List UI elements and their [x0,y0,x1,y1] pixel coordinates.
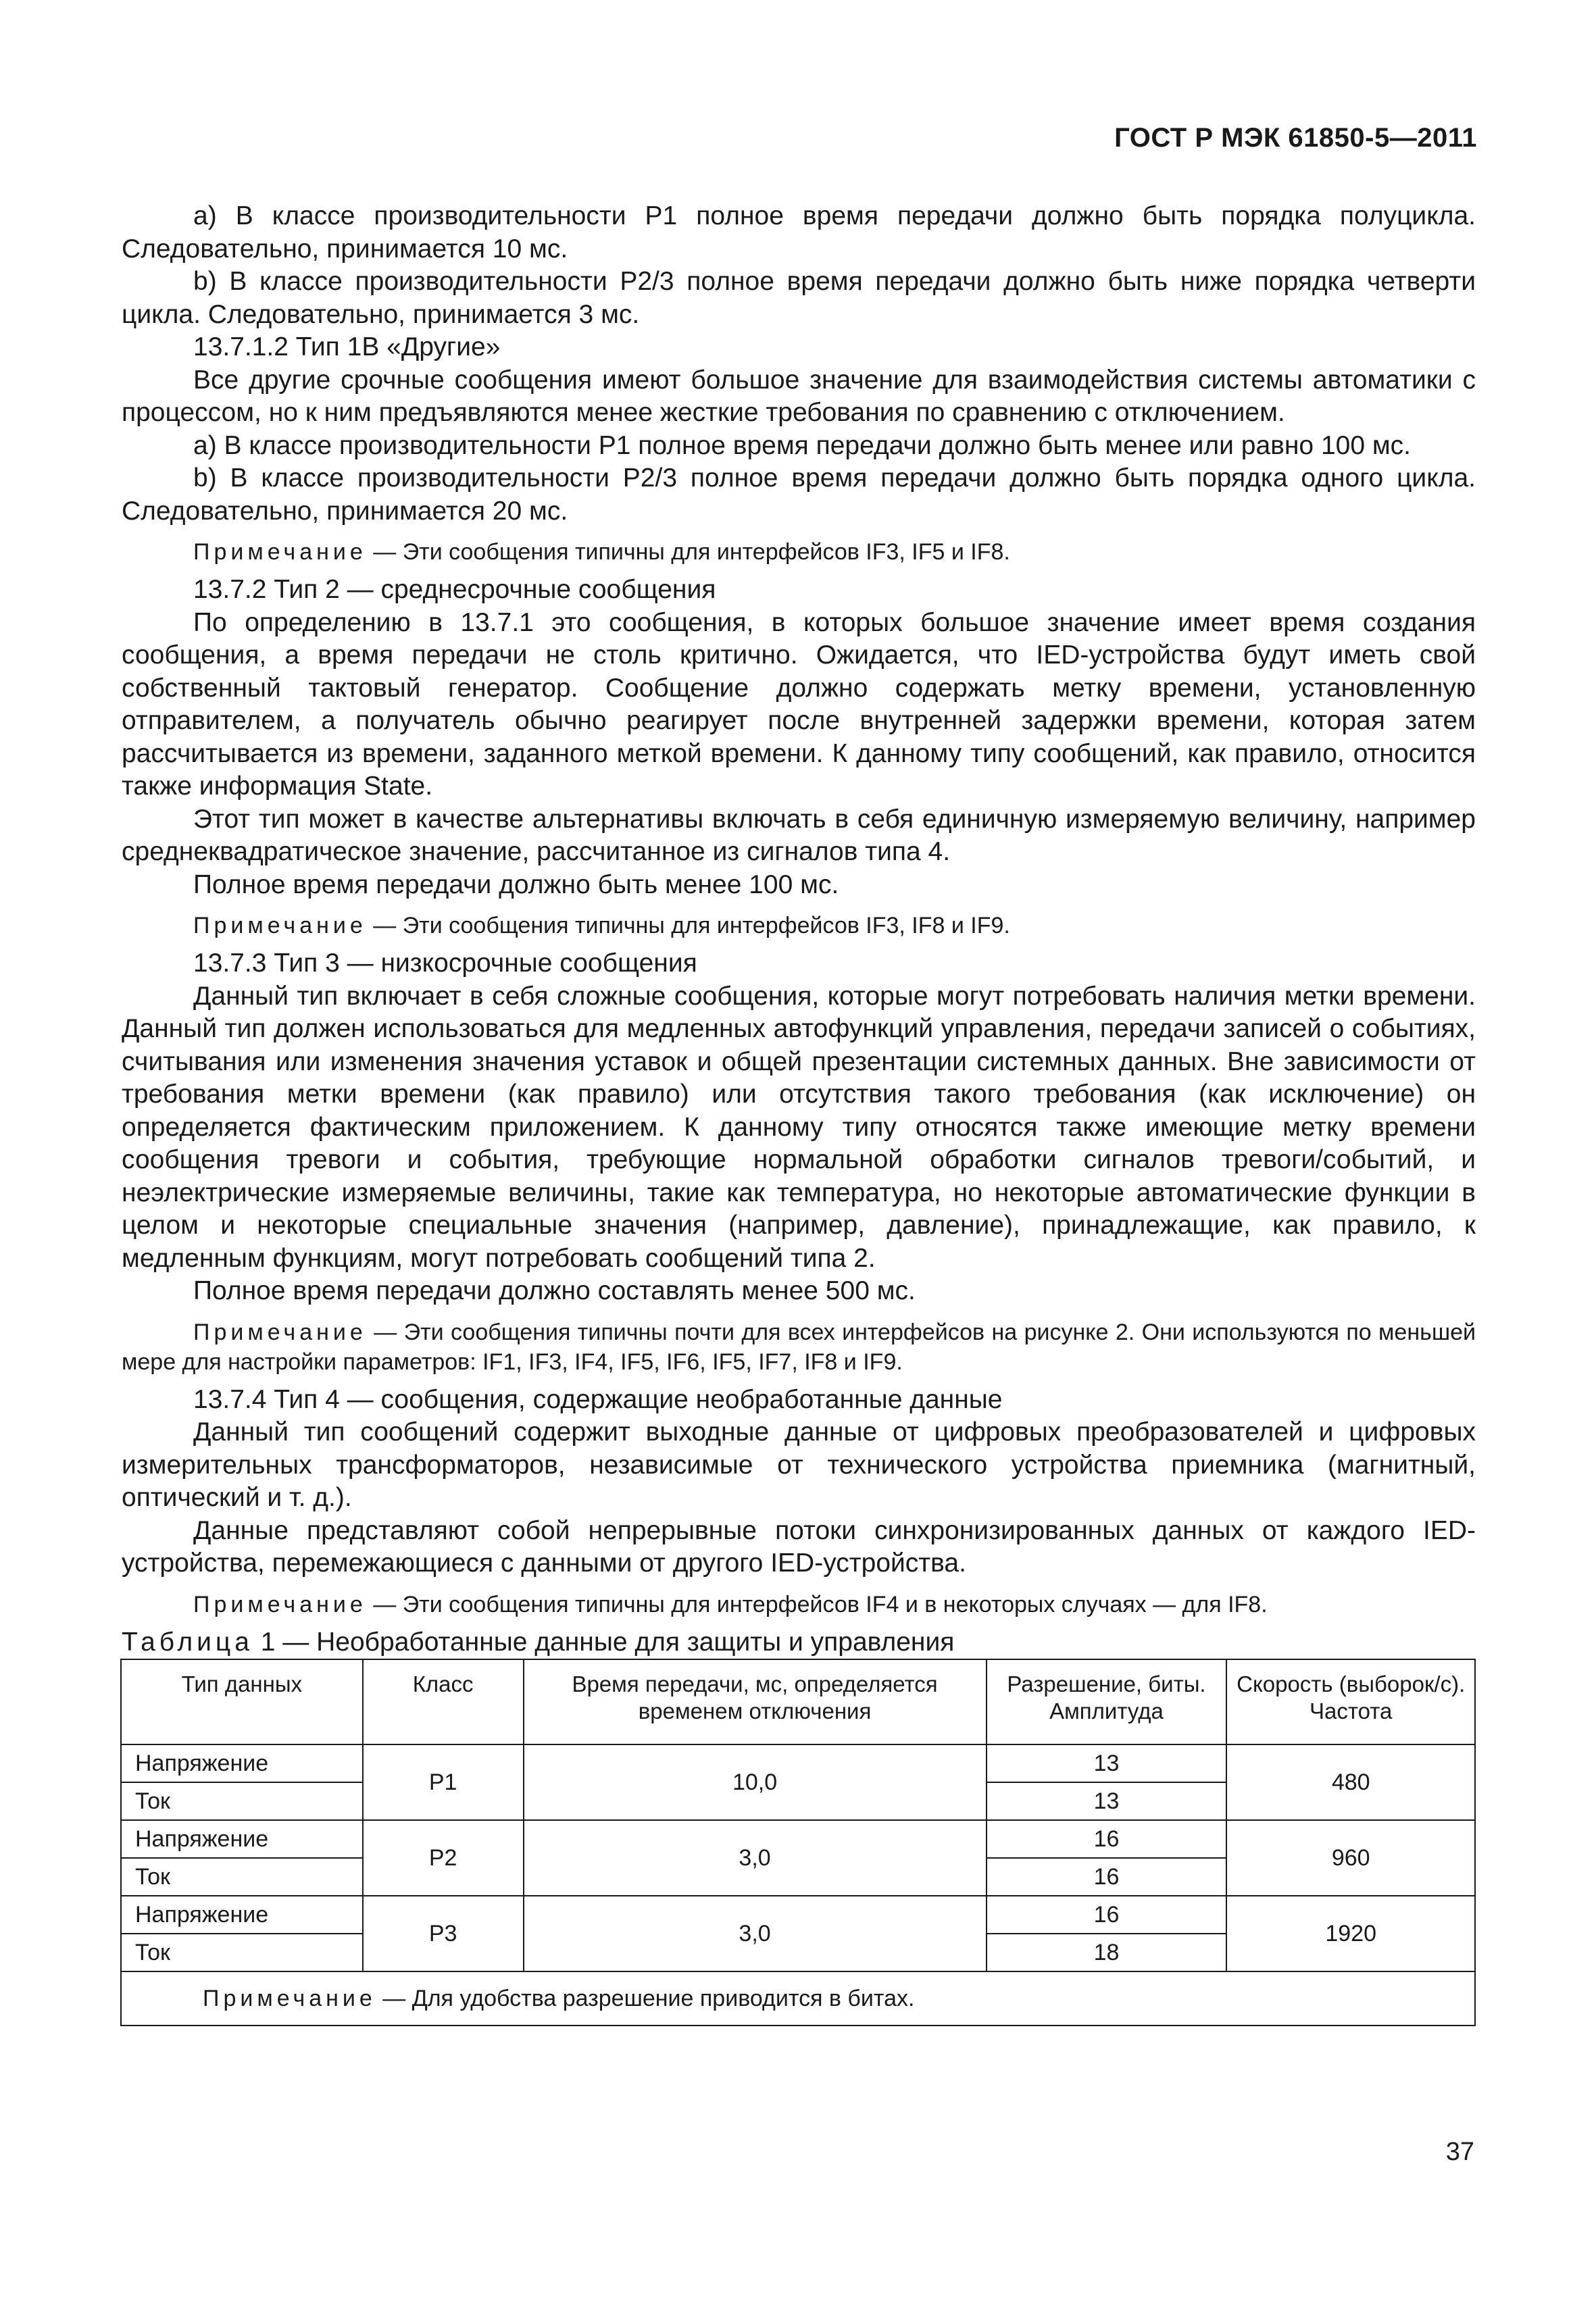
note [122,1590,1476,1619]
note-text: — Эти сообщения типичны для интерфейсов IF3, IF8 и IF9. [373,913,1010,938]
section-heading: 13.7.2 Тип 2 — среднесрочные сообщения [193,575,716,604]
section-heading: 13.7.1.2 Тип 1В «Другие» [193,332,501,361]
column-header: Разрешение, биты. Амплитуда [987,1659,1227,1744]
column-header: Класс [363,1659,524,1744]
note-text: — Для удобства разрешение приводится в битах. [382,1986,915,2011]
class-cell: P3 [363,1896,524,1971]
paragraph: Полное время передачи должно быть менее 100 мс. [193,870,839,899]
transfer-time-cell: 3,0 [524,1896,987,1971]
table-caption-label: Таблица [122,1627,253,1657]
data-type-cell: Ток [121,1782,363,1820]
note-label: Примечание [193,539,367,565]
resolution-cell: 13 [987,1782,1227,1820]
paragraph: Полное время передачи должно составлять менее 500 мс. [193,1276,916,1305]
page-number: 37 [1445,2138,1474,2166]
note-label: Примечание [203,1986,376,2011]
class-cell: P1 [363,1744,524,1820]
page-content [122,200,1476,2026]
paragraph: b) В классе производительности Р2/3 полное время передачи должно быть ниже порядка четверти цикла. Следовательно, принимается 3 мс. [122,267,1476,329]
rate-cell: 1920 [1226,1896,1475,1971]
note-text: — Эти сообщения типичны почти для всех интерфейсов на рисунке 2. Они используются по меньшей мере для настройки параметров: IF1, IF3, IF4, IF5, IF6, IF5, IF7, IF8 и IF9. [122,1319,1476,1375]
table-header-row [121,1659,1475,1744]
note [122,537,1476,567]
resolution-cell: 16 [987,1820,1227,1858]
note-text: — Эти сообщения типичны для интерфейсов IF4 и в некоторых случаях — для IF8. [373,1591,1268,1617]
paragraph: Данные представляют собой непрерывные потоки синхронизированных данных от каждого IED-устройства, перемежающиеся с данными от другого IED-устройства. [122,1515,1476,1578]
note [122,911,1476,940]
note [122,1317,1476,1377]
paragraph: Данный тип включает в себя сложные сообщения, которые могут потребовать наличия метки времени. Данный тип должен использоваться для медленных автофункций управления, передачи записей о событиях, считывания или изменения значения уставок и общей презентации системных данных. Вне зависимости от требования метки времени (как правило) или отсутствия такого требования (как исключение) он определяется фактическим приложением. К данному типу относятся также имеющие метку времени сообщения тревоги и события, требующие нормальной обработки сигналов тревоги/событий, и неэлектрические измеряемые величины, такие как температура, но некоторые автоматические функции в целом и некоторые специальные значения (например, давление), принадлежащие, как правило, к медленным функциям, могут потребовать сообщений типа 2. [122,981,1476,1273]
table-caption-text: 1 — Необработанные данные для защиты и управления [260,1627,955,1657]
data-type-cell: Напряжение [121,1896,363,1934]
section-heading: 13.7.3 Тип 3 — низкосрочные сообщения [193,949,697,978]
note-label: Примечание [193,1319,367,1345]
rate-cell: 480 [1226,1744,1475,1820]
table-caption [122,1626,1476,1659]
transfer-time-cell: 10,0 [524,1744,987,1820]
paragraph: a) В классе производительности Р1 полное время передачи должно быть менее или равно 100 мс. [193,430,1411,460]
resolution-cell: 16 [987,1858,1227,1896]
paragraph: Этот тип может в качестве альтернативы включать в себя единичную измеряемую величину, например среднеквадратическое значение, рассчитанное из сигналов типа 4. [122,804,1476,866]
table-row [121,1744,1475,1782]
data-type-cell: Ток [121,1934,363,1971]
column-header: Тип данных [121,1659,363,1744]
transfer-time-cell: 3,0 [524,1820,987,1896]
resolution-cell: 16 [987,1896,1227,1934]
raw-data-table [120,1659,1476,2026]
note-label: Примечание [193,913,367,938]
table-row [121,1896,1475,1934]
data-type-cell: Напряжение [121,1744,363,1782]
note-label: Примечание [193,1591,367,1617]
note-text: — Эти сообщения типичны для интерфейсов IF3, IF5 и IF8. [373,539,1010,565]
column-header: Скорость (выборок/с). Частота [1226,1659,1475,1744]
data-type-cell: Ток [121,1858,363,1896]
table-note [121,1971,1475,2026]
data-type-cell: Напряжение [121,1820,363,1858]
class-cell: P2 [363,1820,524,1896]
paragraph: a) В классе производительности Р1 полное время передачи должно быть порядка полуцикла. Следовательно, принимается 10 мс. [122,201,1476,263]
rate-cell: 960 [1226,1820,1475,1896]
column-header: Время передачи, мс, определяется временем отключения [524,1659,987,1744]
document-header: ГОСТ Р МЭК 61850-5—2011 [1114,123,1477,153]
paragraph: По определению в 13.7.1 это сообщения, в которых большое значение имеет время создания сообщения, а время передачи не столь критично. Ожидается, что IED-устройства будут иметь свой собственный тактовый генератор. Сообщение должно содержать метку времени, установленную отправителем, а получатель обычно реагирует после внутренней задержки времени, которая затем рассчитывается из времени, заданного меткой времени. К данному типу сообщений, как правило, относится также информация State. [122,607,1476,801]
paragraph: b) В классе производительности Р2/3 полное время передачи должно быть порядка одного цикла. Следовательно, принимается 20 мс. [122,463,1476,526]
paragraph: Все другие срочные сообщения имеют большое значение для взаимодействия системы автоматики с процессом, но к ним предъявляются менее жесткие требования по сравнению с отключением. [122,365,1476,427]
resolution-cell: 13 [987,1744,1227,1782]
table-note-row [121,1971,1475,2026]
section-heading: 13.7.4 Тип 4 — сообщения, содержащие необработанные данные [193,1384,1003,1414]
resolution-cell: 18 [987,1934,1227,1971]
paragraph: Данный тип сообщений содержит выходные данные от цифровых преобразователей и цифровых измерительных трансформаторов, независимые от технического устройства приемника (магнитный, оптический и т. д.). [122,1417,1476,1512]
table-row [121,1820,1475,1858]
